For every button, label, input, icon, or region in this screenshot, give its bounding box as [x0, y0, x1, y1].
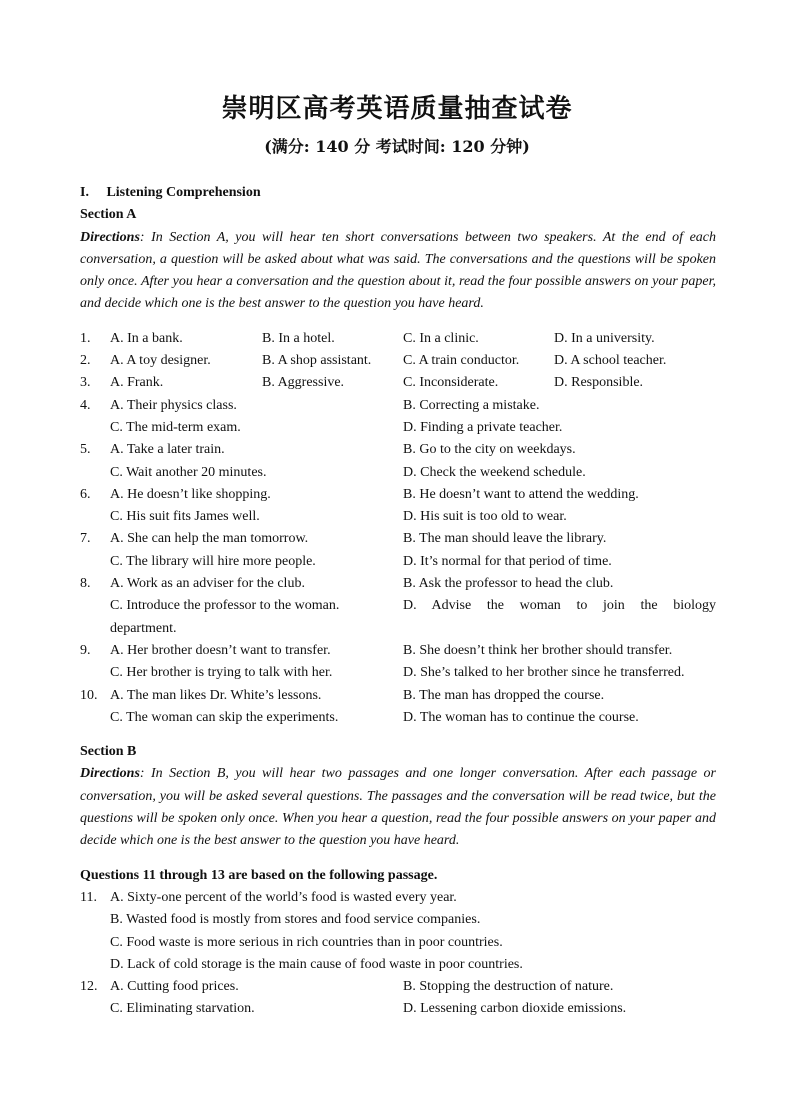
option-b: B. She doesn’t think her brother should transfer.: [403, 642, 673, 658]
option-d: D. Check the weekend schedule.: [403, 464, 586, 480]
question-number: 2.: [80, 353, 91, 369]
option-d: D. In a university.: [554, 330, 655, 346]
option-c: C. The woman can skip the experiments.: [110, 709, 339, 725]
question-1: [80, 328, 716, 350]
question-7: [80, 528, 716, 573]
option-b: B. In a hotel.: [262, 330, 335, 346]
passage-heading: Questions 11 through 13 are based on the following passage.: [80, 867, 438, 883]
part-heading: [80, 182, 716, 204]
question-6: [80, 484, 716, 529]
option-c: C. His suit fits James well.: [110, 509, 260, 525]
option-b: B. The man has dropped the course.: [403, 687, 605, 703]
section-a-directions: [80, 227, 716, 316]
question-number: 5.: [80, 442, 91, 458]
option-a: A. She can help the man tomorrow.: [110, 531, 309, 547]
option-d: D. Finding a private teacher.: [403, 419, 563, 435]
option-a: A. Cutting food prices.: [110, 979, 239, 995]
directions-text: : In Section A, you will hear ten short conversations between two speakers. At the end of each conversation, a question will be asked about what was said. The conversations and the questions will be spoken only once. After you hear a conversation and the question about it, read the four possible answers on your paper, and decide which one is the best answer to the question you have heard.: [80, 229, 716, 312]
option-c: C. Food waste is more serious in rich countries than in poor countries.: [110, 934, 503, 950]
option-d: D. Advise the woman to join the biology: [403, 598, 716, 614]
option-b: B. Wasted food is mostly from stores and food service companies.: [110, 912, 481, 928]
option-a: A. Frank.: [110, 375, 164, 391]
option-c: C. Her brother is trying to talk with her.: [110, 665, 333, 681]
option-d: D. The woman has to continue the course.: [403, 709, 639, 725]
option-d: D. She’s talked to her brother since he transferred.: [403, 665, 685, 681]
option-c: C. In a clinic.: [403, 330, 479, 346]
part-label: I.: [80, 185, 89, 200]
option-b: B. Correcting a mistake.: [403, 397, 540, 413]
option-a: A. The man likes Dr. White’s lessons.: [110, 687, 322, 703]
question-number: 8.: [80, 576, 91, 592]
option-b: B. He doesn’t want to attend the wedding.: [403, 486, 639, 502]
option-a: A. Sixty-one percent of the world’s food is wasted every year.: [110, 889, 457, 905]
question-number: 4.: [80, 397, 91, 413]
question-5: [80, 439, 716, 484]
question-4: [80, 395, 716, 440]
option-d: D. Lessening carbon dioxide emissions.: [403, 1001, 627, 1017]
option-c: C. Wait another 20 minutes.: [110, 464, 267, 480]
option-a: A. Work as an adviser for the club.: [110, 576, 305, 592]
directions-lead: Directions: [80, 766, 140, 782]
option-a: A. In a bank.: [110, 330, 183, 346]
section-b-directions: [80, 763, 716, 852]
option-b: B. Aggressive.: [262, 375, 345, 391]
exam-content: [80, 182, 716, 1021]
part-name: Listening Comprehension: [106, 185, 261, 200]
question-number: 7.: [80, 531, 91, 547]
option-c: C. Inconsiderate.: [403, 375, 499, 391]
question-number: 9.: [80, 642, 91, 658]
option-c: C. The library will hire more people.: [110, 553, 316, 569]
question-12: [80, 976, 716, 1021]
question-number: 11.: [80, 889, 97, 905]
question-8: [80, 573, 716, 640]
option-a: A. Take a later train.: [110, 442, 225, 458]
question-2: [80, 350, 716, 372]
option-d-continued: department.: [110, 620, 177, 636]
option-a: A. Their physics class.: [110, 397, 237, 413]
exam-title: 崇明区高考英语质量抽查试卷: [221, 94, 573, 124]
option-c: C. A train conductor.: [403, 353, 520, 369]
option-a: A. Her brother doesn’t want to transfer.: [110, 642, 331, 658]
section-a-heading: Section A: [80, 207, 137, 223]
option-d: D. Responsible.: [554, 375, 644, 391]
option-b: B. Go to the city on weekdays.: [403, 442, 576, 458]
option-a: A. He doesn’t like shopping.: [110, 486, 271, 502]
option-c: C. Eliminating starvation.: [110, 1001, 255, 1017]
option-b: B. Ask the professor to head the club.: [403, 576, 614, 592]
question-number: 1.: [80, 330, 91, 346]
directions-text: : In Section B, you will hear two passages and one longer conversation. After each passage or conversation, you will be asked several questions. The passages and the conversation will be read twice, but the questions will be spoken only once. When you hear a question, read the four possible answers on your paper and decide which one is the best answer to the question you have heard.: [80, 766, 716, 849]
question-number: 3.: [80, 375, 91, 391]
directions-lead: Directions: [80, 229, 140, 245]
exam-subtitle: (满分: 140 分 考试时间: 120 分钟): [264, 137, 530, 156]
question-number: 10.: [80, 687, 98, 703]
question-3: [80, 372, 716, 394]
option-d: D. His suit is too old to wear.: [403, 509, 567, 525]
section-b-heading: Section B: [80, 744, 137, 760]
option-d: D. It’s normal for that period of time.: [403, 553, 612, 569]
option-c: C. Introduce the professor to the woman.: [110, 598, 340, 614]
question-number: 6.: [80, 486, 91, 502]
question-11: [80, 887, 716, 976]
option-a: A. A toy designer.: [110, 353, 211, 369]
option-b: B. The man should leave the library.: [403, 531, 607, 547]
question-10: [80, 685, 716, 730]
option-d: D. Lack of cold storage is the main cause of food waste in poor countries.: [110, 956, 523, 972]
option-c: C. The mid-term exam.: [110, 419, 241, 435]
question-number: 12.: [80, 979, 98, 995]
option-d: D. A school teacher.: [554, 353, 667, 369]
option-b: B. Stopping the destruction of nature.: [403, 979, 614, 995]
option-b: B. A shop assistant.: [262, 353, 372, 369]
question-9: [80, 640, 716, 685]
